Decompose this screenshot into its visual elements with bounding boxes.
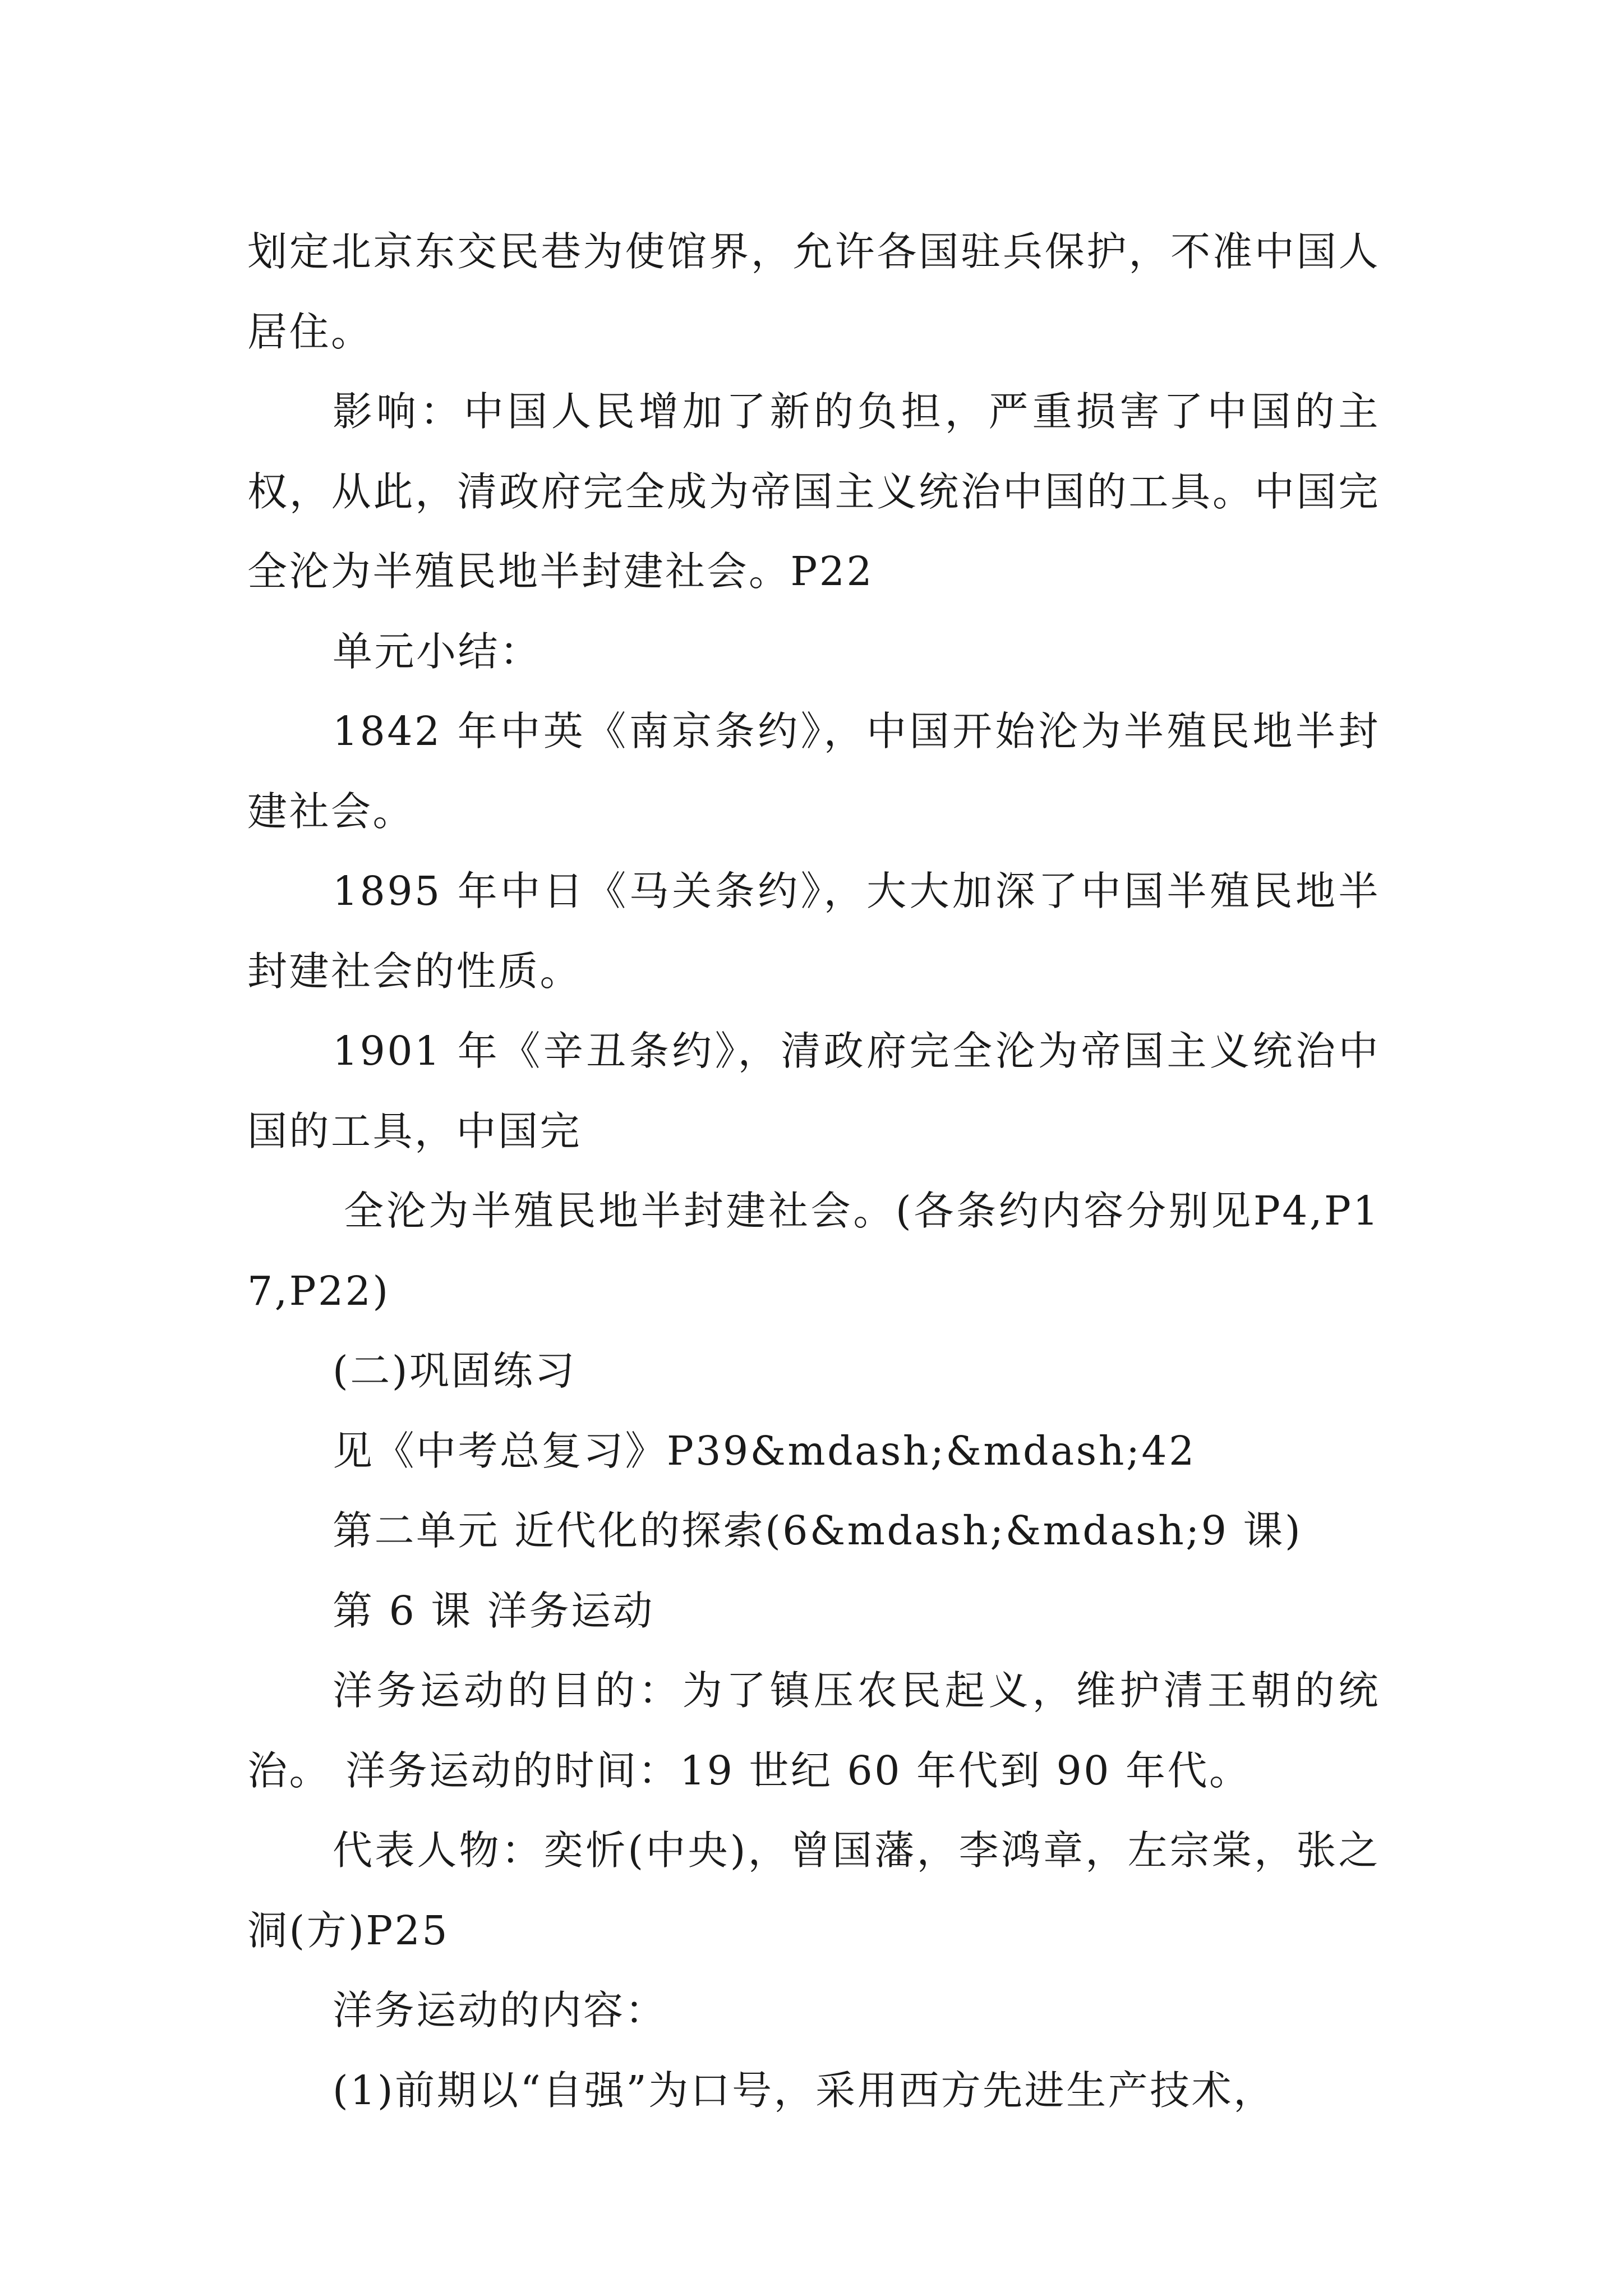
paragraph-representatives: 代表人物：奕忻(中央)，曾国藩，李鸿章，左宗棠，张之洞(方)P25 bbox=[247, 1827, 1380, 1954]
paragraph-movement-content-heading: 洋务运动的内容： bbox=[333, 1987, 667, 2033]
paragraph-early-period: (1)前期以“自强”为口号，采用西方先进生产技术， bbox=[333, 2067, 1275, 2114]
paragraph-treaty-1842: 1842 年中英《南京条约》，中国开始沦为半殖民地半封建社会。 bbox=[247, 708, 1380, 835]
paragraph-unit-summary-heading: 单元小结： bbox=[333, 628, 542, 675]
paragraph-treaty-1901: 1901 年《辛丑条约》，清政府完全沦为帝国主义统治中国的工具，中国完 bbox=[247, 1028, 1380, 1154]
document-body bbox=[247, 212, 1380, 2131]
paragraph-treaty-1901-continued: 全沦为半殖民地半封建社会。(各条约内容分别见P4,P17,P22) bbox=[247, 1188, 1380, 1314]
paragraph-treaty-1895: 1895 年中日《马关条约》，大大加深了中国半殖民地半封建社会的性质。 bbox=[247, 868, 1380, 995]
paragraph-unit-two-heading: 第二单元 近代化的探索(6&mdash;&mdash;9 课) bbox=[333, 1507, 1303, 1554]
paragraph-consolidation-exercise: (二)巩固练习 bbox=[333, 1347, 577, 1394]
paragraph-legation-quarter: 划定北京东交民巷为使馆界，允许各国驻兵保护，不准中国人居住。 bbox=[247, 228, 1380, 355]
paragraph-movement-purpose: 洋务运动的目的：为了镇压农民起义，维护清王朝的统治。 洋务运动的时间：19 世纪 60 年代到 90 年代。 bbox=[247, 1667, 1380, 1794]
paragraph-lesson-six-heading: 第 6 课 洋务运动 bbox=[333, 1587, 654, 1634]
paragraph-review-reference: 见《中考总复习》P39&mdash;&mdash;42 bbox=[333, 1427, 1196, 1474]
paragraph-influence: 影响：中国人民增加了新的负担，严重损害了中国的主权，从此，清政府完全成为帝国主义统治中国的工具。中国完全沦为半殖民地半封建社会。P22 bbox=[247, 388, 1380, 595]
